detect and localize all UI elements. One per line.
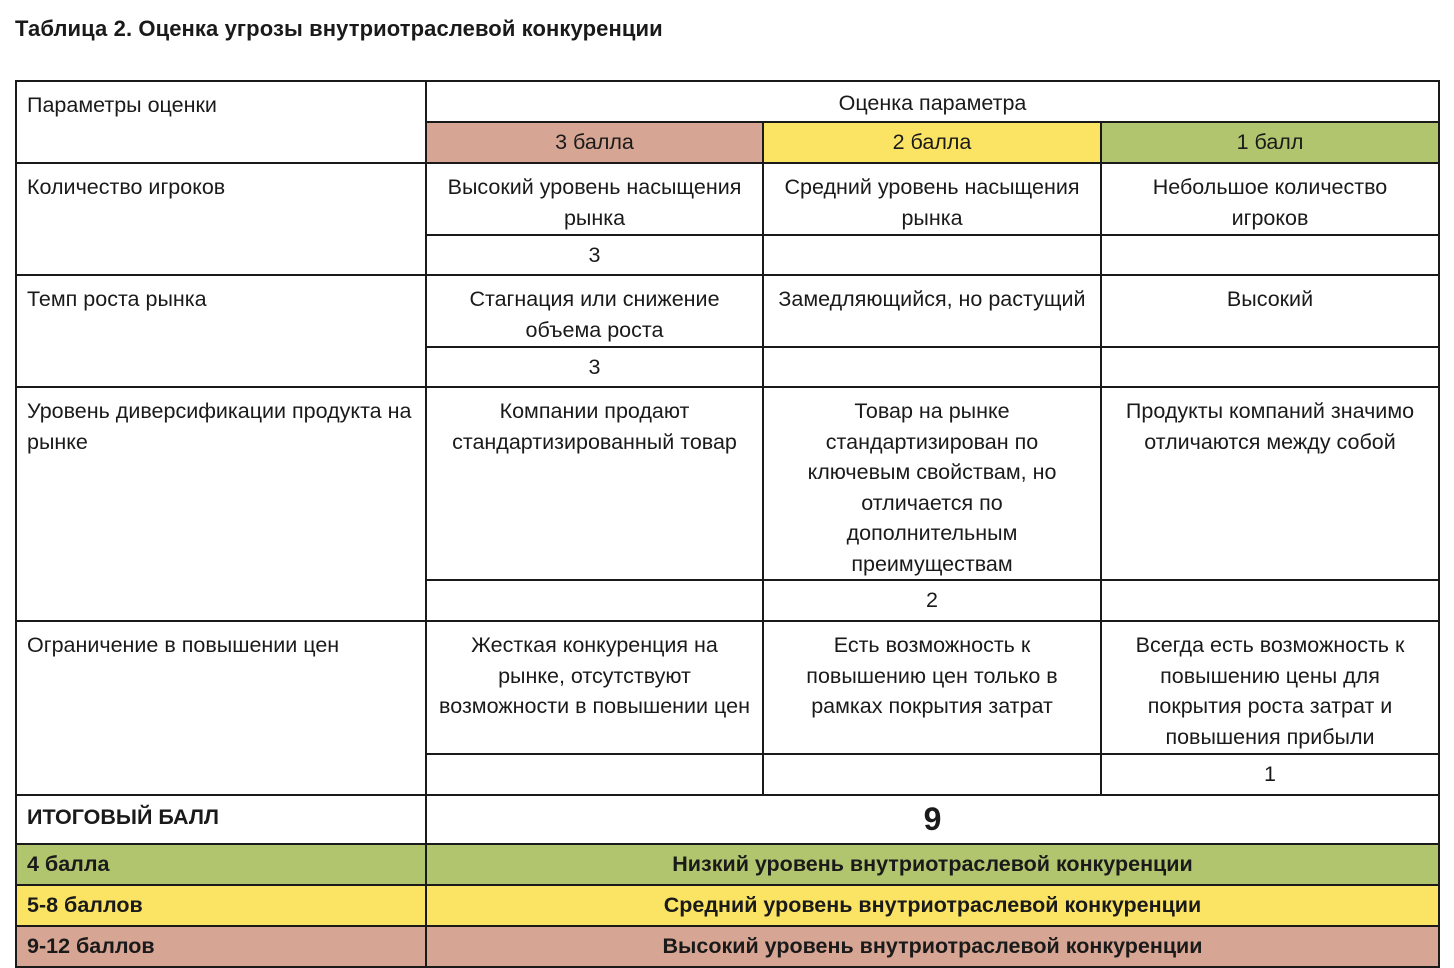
score-cell (1101, 347, 1439, 387)
scale-description: Низкий уровень внутриотраслевой конкуренции (426, 844, 1439, 885)
criterion-cell: Высокий уровень насыщения рынка (426, 163, 763, 235)
scale-range: 5-8 баллов (16, 885, 426, 926)
score-cell (763, 347, 1101, 387)
competition-table (15, 80, 1440, 968)
score-cell (426, 754, 763, 795)
criterion-cell: Продукты компаний значимо отличаются между собой (1101, 387, 1439, 580)
header-estimate: Оценка параметра (426, 81, 1439, 122)
header-col-3-points: 3 балла (426, 122, 763, 163)
table-title: Таблица 2. Оценка угрозы внутриотраслевой конкуренции (15, 16, 663, 41)
score-cell (1101, 580, 1439, 621)
scale-description: Высокий уровень внутриотраслевой конкуренции (426, 926, 1439, 967)
scale-range: 9-12 баллов (16, 926, 426, 967)
criterion-cell: Высокий (1101, 275, 1439, 347)
score-cell (763, 754, 1101, 795)
criterion-cell: Товар на рынке стандартизирован по ключевым свойствам, но отличается по дополнительным преимуществам (763, 387, 1101, 580)
score-cell: 3 (426, 347, 763, 387)
param-label: Ограничение в повышении цен (16, 621, 426, 795)
scale-range: 4 балла (16, 844, 426, 885)
total-value: 9 (426, 795, 1439, 844)
param-label: Количество игроков (16, 163, 426, 275)
criterion-cell: Стагнация или снижение объема роста (426, 275, 763, 347)
criterion-cell: Жесткая конкуренция на рынке, отсутствуют возможности в повышении цен (426, 621, 763, 754)
total-label: ИТОГОВЫЙ БАЛЛ (16, 795, 426, 844)
score-cell: 3 (426, 235, 763, 275)
criterion-cell: Компании продают стандартизированный товар (426, 387, 763, 580)
score-cell (1101, 235, 1439, 275)
param-label: Уровень диверсификации продукта на рынке (16, 387, 426, 621)
scale-description: Средний уровень внутриотраслевой конкуренции (426, 885, 1439, 926)
score-cell: 2 (763, 580, 1101, 621)
criterion-cell: Средний уровень насыщения рынка (763, 163, 1101, 235)
param-label: Темп роста рынка (16, 275, 426, 387)
score-cell: 1 (1101, 754, 1439, 795)
header-col-1-point: 1 балл (1101, 122, 1439, 163)
criterion-cell: Небольшое количество игроков (1101, 163, 1439, 235)
criterion-cell: Замедляющийся, но растущий (763, 275, 1101, 347)
criterion-cell: Всегда есть возможность к повышению цены для покрытия роста затрат и повышения прибыли (1101, 621, 1439, 754)
criterion-cell: Есть возможность к повышению цен только в рамках покрытия затрат (763, 621, 1101, 754)
header-params: Параметры оценки (16, 81, 426, 163)
score-cell (763, 235, 1101, 275)
header-col-2-points: 2 балла (763, 122, 1101, 163)
score-cell (426, 580, 763, 621)
